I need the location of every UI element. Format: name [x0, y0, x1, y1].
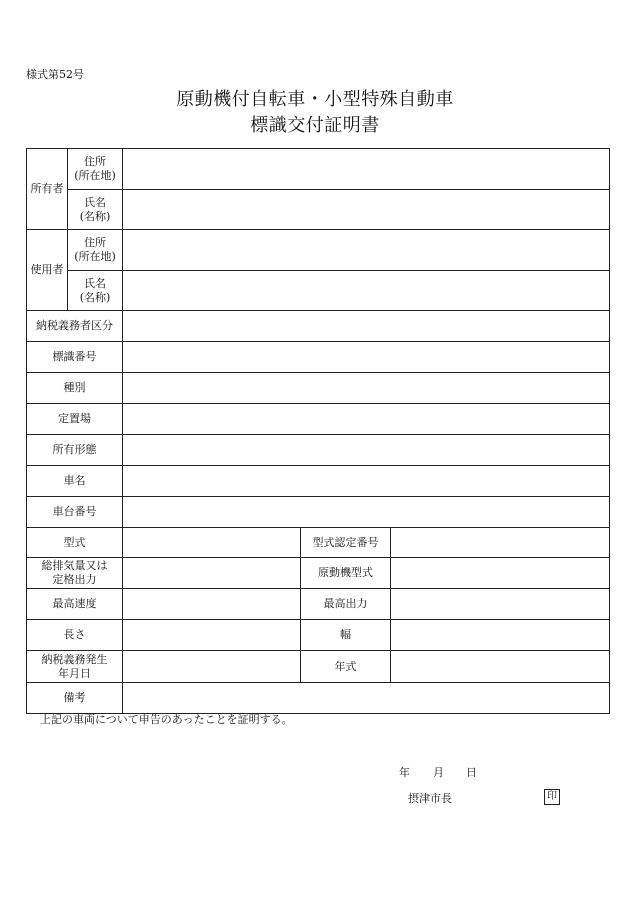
user-name-label-2: (名称) — [79, 290, 111, 304]
user-group-label: 使用者 — [27, 230, 68, 311]
max-output-label: 最高出力 — [301, 589, 391, 620]
chassis-number-field[interactable] — [123, 497, 610, 528]
seal-mark: 印 — [544, 789, 560, 805]
document-subtitle: 標識交付証明書 — [250, 115, 380, 136]
user-address-label-2: (所在地) — [74, 250, 116, 263]
owner-name-label-1: 氏名 — [84, 195, 106, 209]
max-output-field[interactable] — [391, 589, 610, 620]
tax-date-label-1: 納税義務発生 — [41, 652, 108, 666]
displacement-label-2: 定格出力 — [52, 573, 97, 586]
type-label: 種別 — [27, 373, 123, 404]
displacement-field[interactable] — [123, 558, 301, 589]
width-field[interactable] — [391, 620, 610, 651]
length-label: 長さ — [27, 620, 123, 651]
model-year-label: 年式 — [301, 651, 391, 683]
plate-number-label: 標識番号 — [27, 342, 123, 373]
plate-number-field[interactable] — [123, 342, 610, 373]
user-address-label-1: 住所 — [84, 236, 106, 249]
storage-place-field[interactable] — [123, 404, 610, 435]
certification-statement: 上記の車両について申告のあったことを証明する。 — [40, 713, 293, 726]
document-title: 原動機付自転車・小型特殊自動車 — [176, 89, 454, 110]
ownership-form-field[interactable] — [123, 435, 610, 466]
max-speed-label: 最高速度 — [27, 589, 123, 620]
remarks-label: 備考 — [27, 683, 123, 714]
engine-model-label: 原動機型式 — [301, 558, 391, 589]
engine-model-field[interactable] — [391, 558, 610, 589]
user-name-label-1: 氏名 — [84, 276, 106, 290]
form-number: 様式第52号 — [26, 68, 84, 81]
vehicle-name-label: 車名 — [27, 466, 123, 497]
taxpayer-category-label: 納税義務者区分 — [27, 311, 123, 342]
tax-date-label-2: 年月日 — [58, 666, 91, 680]
date-year-label: 年 — [399, 766, 410, 779]
chassis-number-label: 車台番号 — [27, 497, 123, 528]
max-speed-field[interactable] — [123, 589, 301, 620]
owner-address-label — [68, 149, 123, 190]
owner-group-label: 所有者 — [27, 149, 68, 230]
certificate-table — [26, 148, 610, 714]
vehicle-name-field[interactable] — [123, 466, 610, 497]
owner-name-field[interactable] — [123, 190, 610, 230]
owner-address-label-1: 住所 — [84, 155, 106, 168]
length-field[interactable] — [123, 620, 301, 651]
ownership-form-label: 所有形態 — [27, 435, 123, 466]
user-address-label — [68, 230, 123, 271]
displacement-label-1: 総排気量又は — [41, 559, 108, 572]
taxpayer-category-field[interactable] — [123, 311, 610, 342]
remarks-field[interactable] — [123, 683, 610, 714]
width-label: 幅 — [301, 620, 391, 651]
tax-date-field[interactable] — [123, 651, 301, 683]
mayor-title: 摂津市長 — [408, 792, 452, 805]
owner-address-label-2: (所在地) — [74, 169, 116, 182]
model-cert-number-field[interactable] — [391, 528, 610, 558]
tax-date-label — [27, 651, 123, 683]
owner-address-field[interactable] — [123, 149, 610, 190]
user-name-label — [68, 271, 123, 311]
model-year-field[interactable] — [391, 651, 610, 683]
date-month-label: 月 — [433, 766, 444, 779]
user-address-field[interactable] — [123, 230, 610, 271]
type-field[interactable] — [123, 373, 610, 404]
owner-name-label — [68, 190, 123, 230]
storage-place-label: 定置場 — [27, 404, 123, 435]
displacement-label — [27, 558, 123, 589]
owner-name-label-2: (名称) — [79, 209, 111, 223]
model-cert-number-label: 型式認定番号 — [301, 528, 391, 558]
date-day-label: 日 — [466, 766, 477, 779]
user-name-field[interactable] — [123, 271, 610, 311]
model-field[interactable] — [123, 528, 301, 558]
model-label: 型式 — [27, 528, 123, 558]
